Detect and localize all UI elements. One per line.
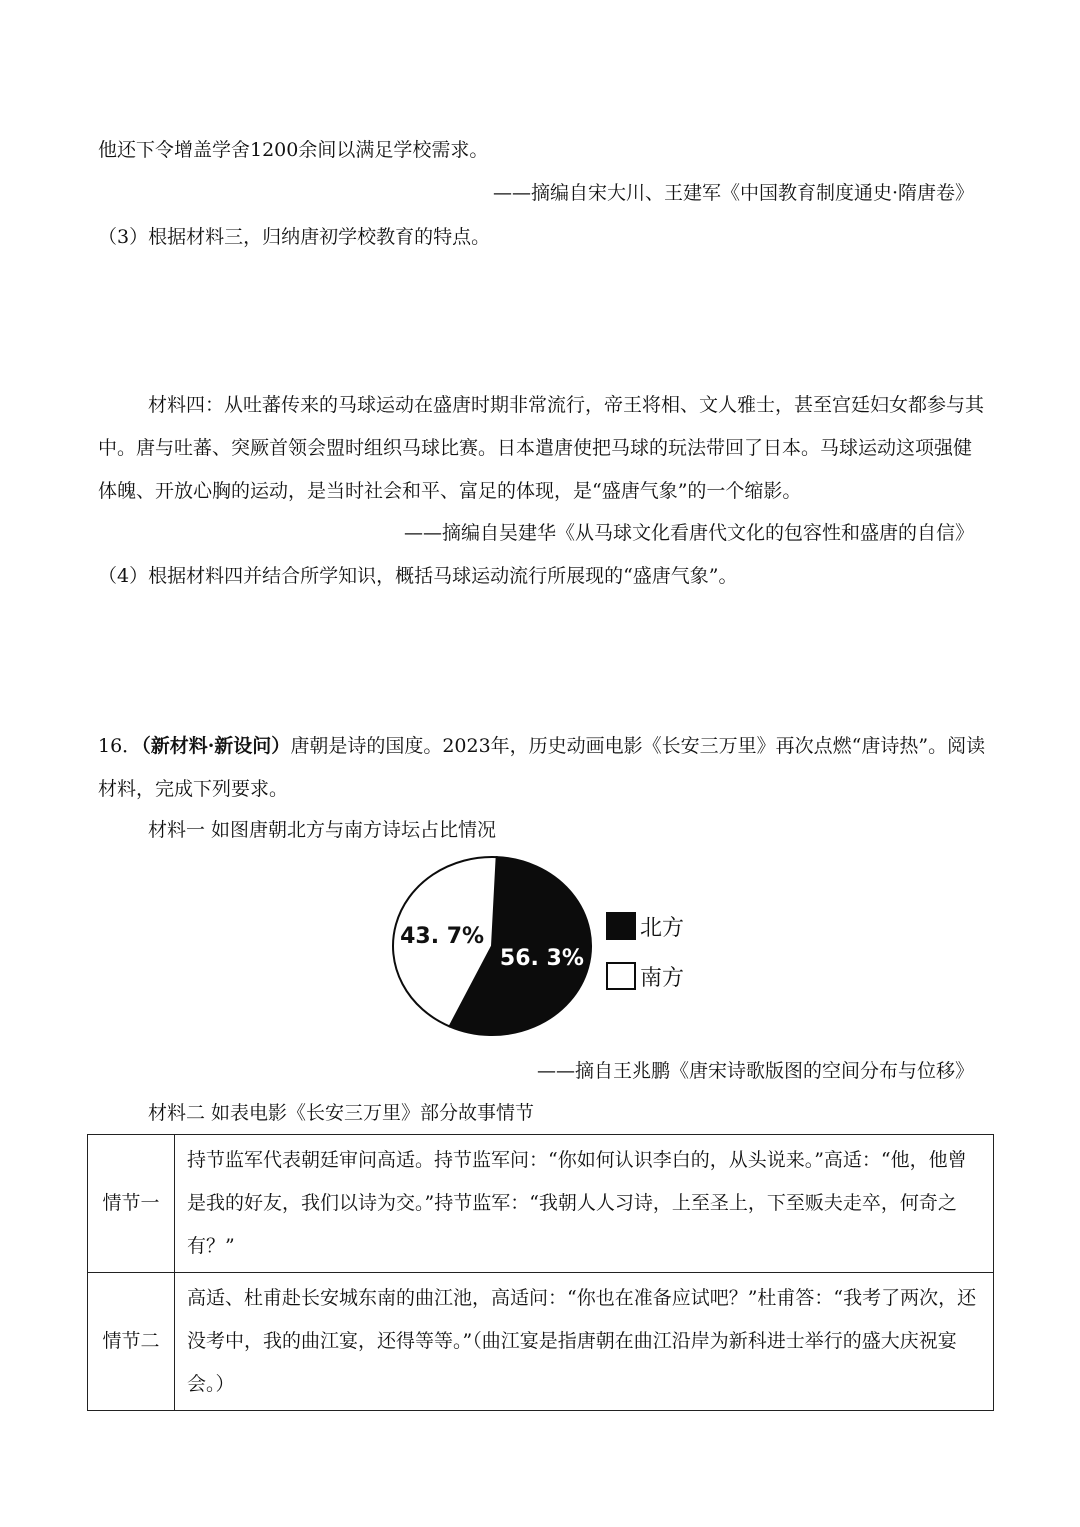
- pie-chart-svg: [392, 856, 722, 1036]
- table-row: [88, 1135, 994, 1273]
- plot-text-line: 是我的好友，我们以诗为交。”持节监军：“我朝人人习诗，上至圣上，下至贩夫走卒，何奇之有？”: [187, 1192, 957, 1257]
- plot-text: [175, 1273, 994, 1411]
- legend-swatch: [607, 913, 635, 939]
- material2-caption: 材料二 如表电影《长安三万里》部分故事情节: [148, 1102, 535, 1124]
- material1-caption: 材料一 如图唐朝北方与南方诗坛占比情况: [148, 819, 497, 841]
- legend-label: 北方: [640, 916, 685, 941]
- question-16-line-2: 材料，完成下列要求。: [98, 778, 289, 800]
- pie-data-label: 43. 7%: [400, 923, 485, 949]
- pie-chart: [392, 856, 722, 1036]
- plot-name: 情节二: [88, 1273, 175, 1411]
- question-4: （4）根据材料四并结合所学知识，概括马球运动流行所展现的“盛唐气象”。: [98, 565, 738, 587]
- plot-name: 情节一: [88, 1135, 175, 1273]
- chart-source: ——摘自王兆鹏《唐宋诗歌版图的空间分布与位移》: [536, 1060, 974, 1082]
- legend-label: 南方: [640, 966, 685, 991]
- plot-text-line: 会。）: [187, 1373, 235, 1395]
- pie-data-label: 56. 3%: [499, 946, 584, 972]
- question-16-intro: 唐朝是诗的国度。2023年，历史动画电影《长安三万里》再次点燃“唐诗热”。阅读: [290, 735, 986, 757]
- material3-source: ——摘编自宋大川、王建军《中国教育制度通史·隋唐卷》: [492, 182, 974, 204]
- plot-text-line: 没考中，我的曲江宴，还得等等。”（曲江宴是指唐朝在曲江沿岸为新科进士举行的盛大庆祝宴: [187, 1330, 957, 1352]
- question-tag: （新材料·新设问）: [141, 735, 291, 757]
- material3-continuation: 他还下令增盖学舍1200余间以满足学校需求。: [98, 139, 489, 161]
- material4-line-1: 材料四：从吐蕃传来的马球运动在盛唐时期非常流行，帝王将相、文人雅士，甚至宫廷妇女都参与其: [148, 394, 985, 416]
- table-row: [88, 1273, 994, 1411]
- legend-swatch: [607, 963, 635, 989]
- question-number: 16．: [98, 735, 142, 757]
- material4-line-3: 体魄、开放心胸的运动，是当时社会和平、富足的体现，是“盛唐气象”的一个缩影。: [98, 480, 802, 502]
- question-16-line-1: [98, 734, 985, 758]
- plot-table: [87, 1134, 994, 1411]
- material4-source: ——摘编自吴建华《从马球文化看唐代文化的包容性和盛唐的自信》: [403, 522, 974, 544]
- plot-text-line: 持节监军代表朝廷审问高适。持节监军问：“你如何认识李白的，从头说来。”高适：“他，他曾: [187, 1149, 967, 1171]
- question-3: （3）根据材料三，归纳唐初学校教育的特点。: [98, 226, 491, 248]
- plot-text-line: 高适、杜甫赴长安城东南的曲江池，高适问：“你也在准备应试吧？”杜甫答：“我考了两次，还: [187, 1287, 977, 1309]
- material4-line-2: 中。唐与吐蕃、突厥首领会盟时组织马球比赛。日本遣唐使把马球的玩法带回了日本。马球运动这项强健: [98, 437, 973, 459]
- plot-text: [175, 1135, 994, 1273]
